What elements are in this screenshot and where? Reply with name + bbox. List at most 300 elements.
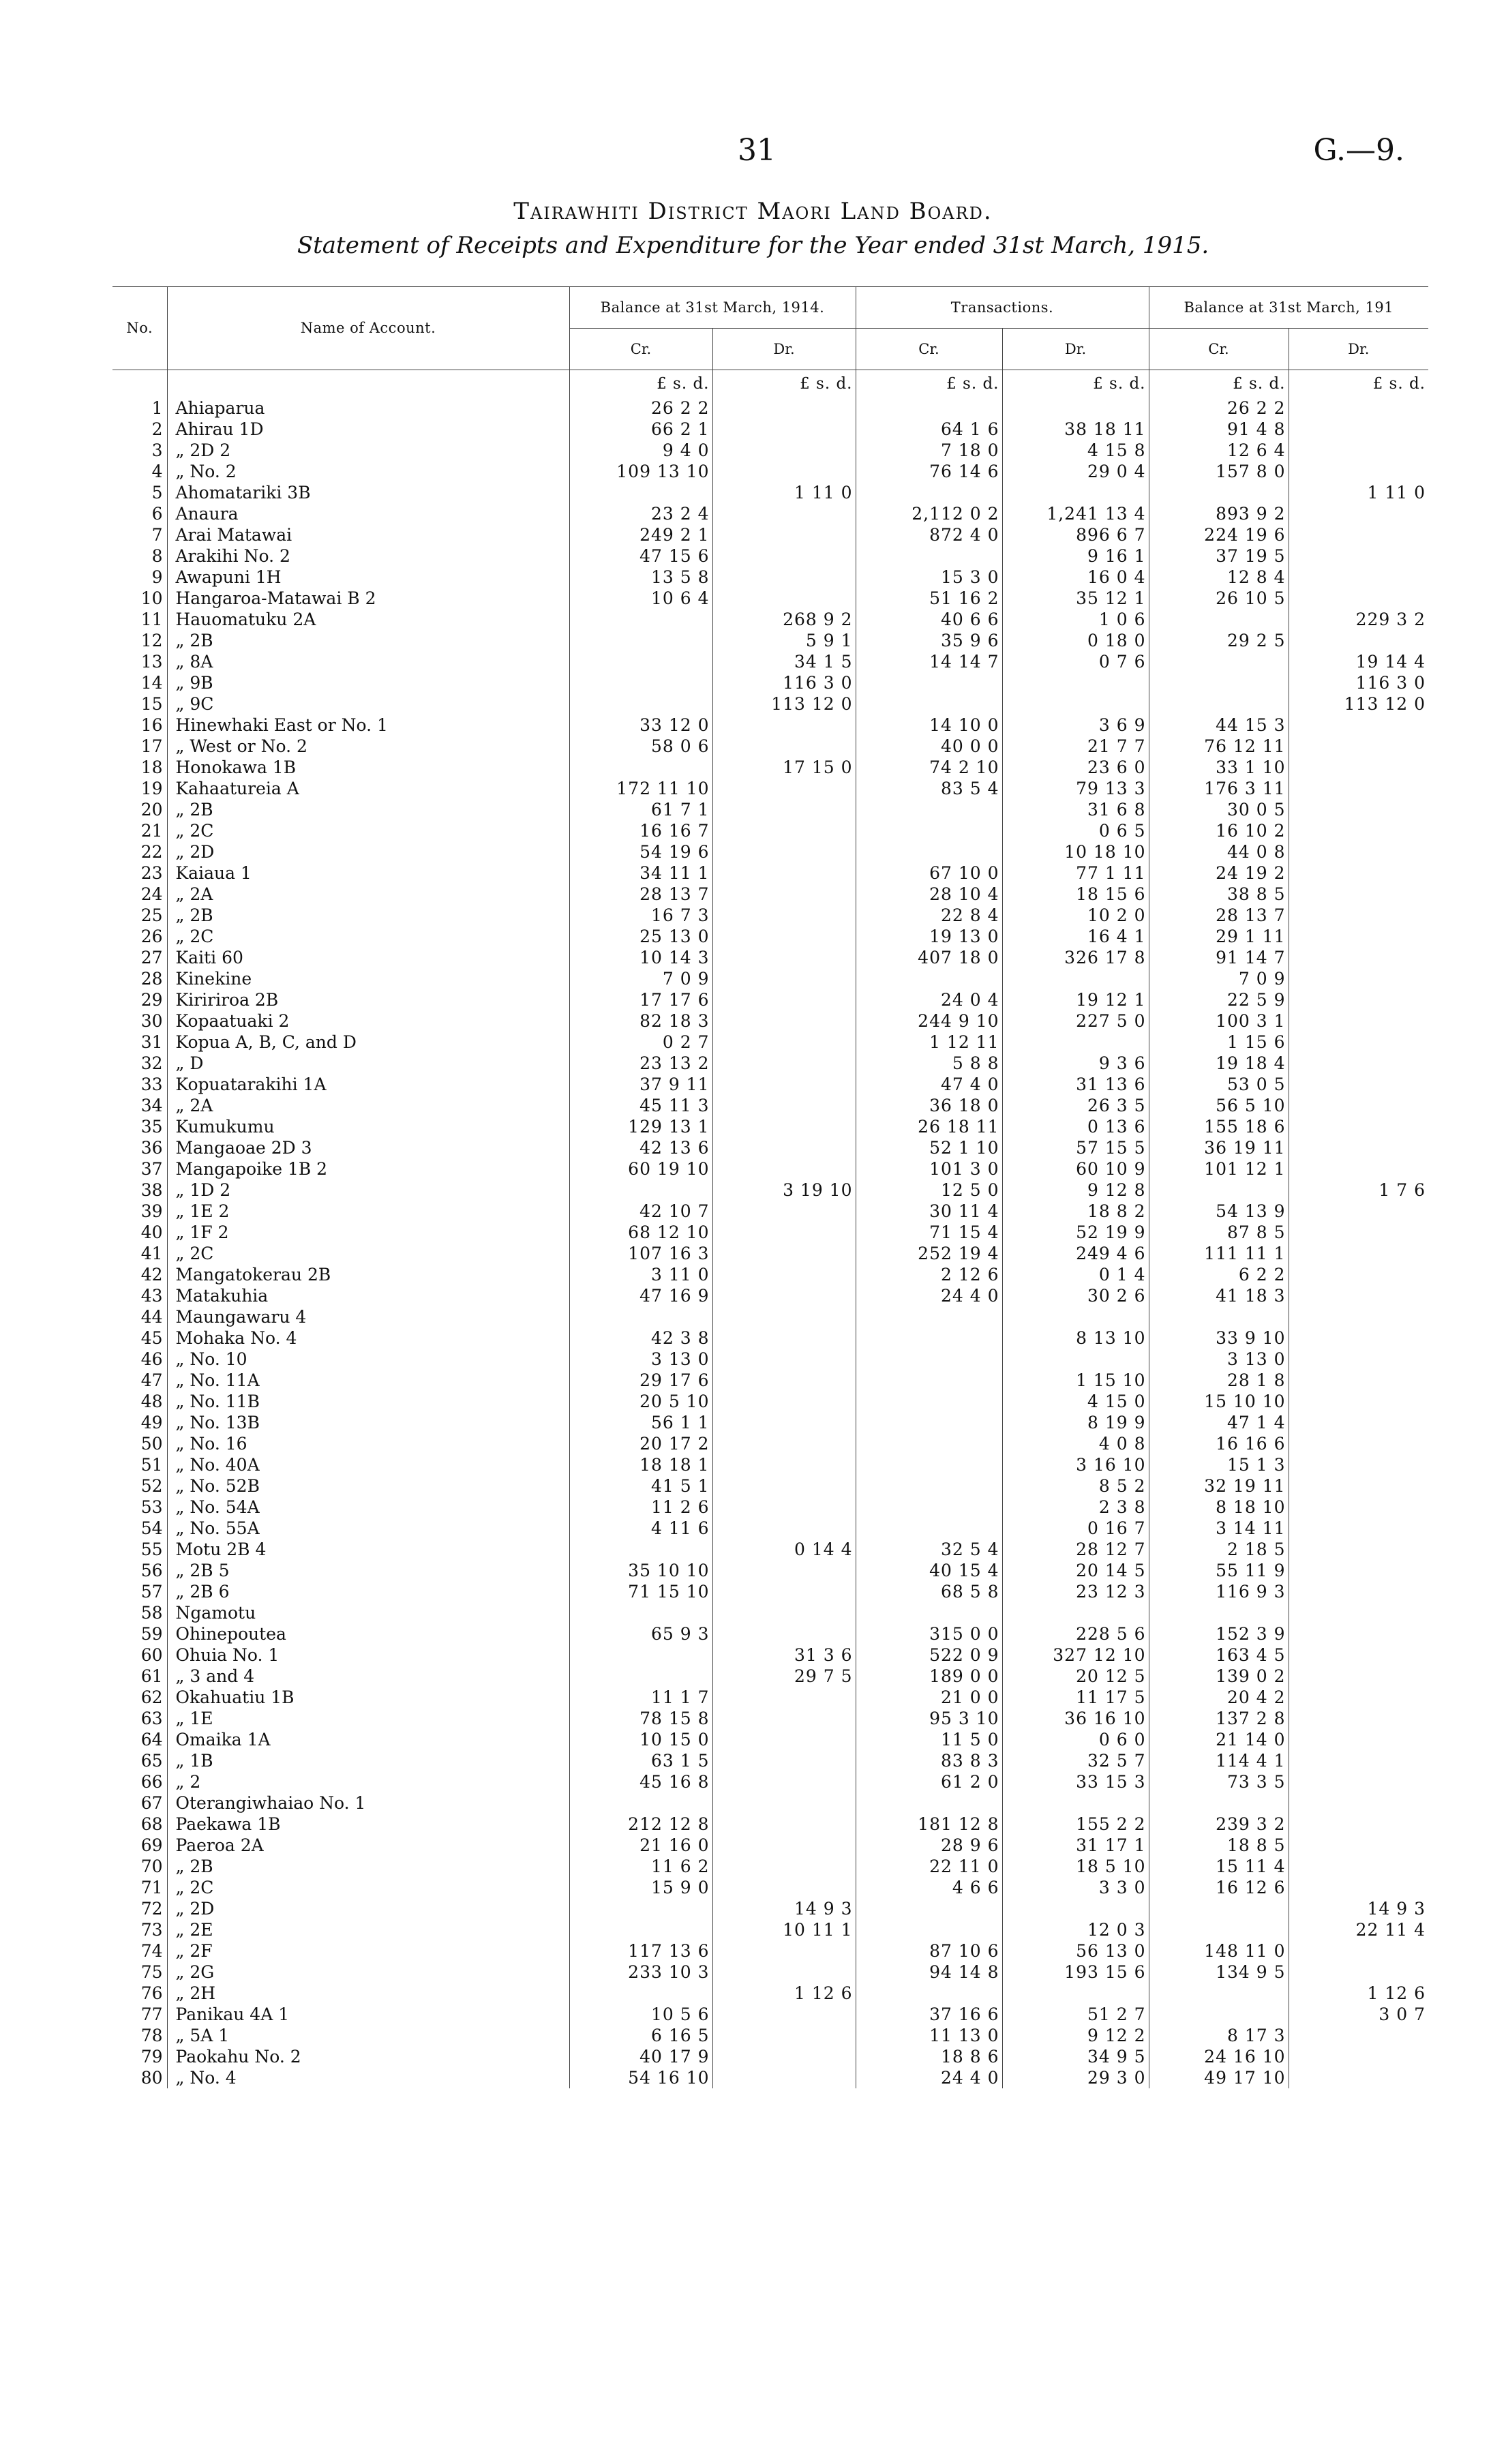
balance-1915-cr: 1 15 6	[1149, 1032, 1289, 1053]
transactions-dr: 0 1 4	[1002, 1264, 1149, 1285]
balance-1915-cr: 155 18 6	[1149, 1116, 1289, 1137]
transactions-dr: 0 6 5	[1002, 820, 1149, 841]
account-name: Kiririroa 2B	[167, 989, 569, 1010]
row-number: 61	[140, 1666, 163, 1686]
balance-1915-dr	[1289, 1940, 1428, 1962]
table-row	[112, 1137, 1428, 1158]
row-number: 68	[140, 1814, 163, 1834]
balance-1914-cr: 25 13 0	[569, 926, 712, 947]
balance-1915-cr: 44 15 3	[1149, 715, 1289, 736]
transactions-cr: 522 0 9	[856, 1644, 1002, 1666]
transactions-dr: 20 14 5	[1002, 1560, 1149, 1581]
balance-1914-cr	[569, 1602, 712, 1623]
account-name: Ahomatariki 3B	[167, 482, 569, 503]
transactions-cr	[856, 1306, 1002, 1327]
balance-1915-dr	[1289, 947, 1428, 968]
balance-1915-dr	[1289, 1264, 1428, 1285]
table-row	[112, 397, 1428, 419]
account-name: Kopuatarakihi 1A	[167, 1074, 569, 1095]
balance-1915-cr: 139 0 2	[1149, 1666, 1289, 1687]
row-number: 2	[151, 419, 163, 439]
transactions-cr: 19 13 0	[856, 926, 1002, 947]
row-number: 12	[140, 631, 163, 650]
transactions-dr: 21 7 7	[1002, 736, 1149, 757]
balance-1915-cr: 224 19 6	[1149, 524, 1289, 545]
table-row	[112, 2067, 1428, 2088]
balance-1914-cr: 47 16 9	[569, 1285, 712, 1306]
table-row	[112, 926, 1428, 947]
balance-1914-dr	[712, 1433, 856, 1454]
transactions-dr: 0 6 0	[1002, 1729, 1149, 1750]
balance-1915-cr	[1149, 1792, 1289, 1814]
transactions-cr: 28 9 6	[856, 1835, 1002, 1856]
balance-1914-cr: 37 9 11	[569, 1074, 712, 1095]
transactions-cr: 52 1 10	[856, 1137, 1002, 1158]
table-row	[112, 1750, 1428, 1771]
transactions-dr: 327 12 10	[1002, 1644, 1149, 1666]
header-cr: Cr.	[1149, 329, 1289, 370]
balance-1914-cr: 17 17 6	[569, 989, 712, 1010]
balance-1915-cr: 152 3 9	[1149, 1623, 1289, 1644]
transactions-cr: 14 14 7	[856, 651, 1002, 672]
balance-1915-cr: 3 13 0	[1149, 1349, 1289, 1370]
table-row	[112, 440, 1428, 461]
row-number: 65	[140, 1751, 163, 1771]
balance-1915-dr	[1289, 1518, 1428, 1539]
transactions-cr: 22 11 0	[856, 1856, 1002, 1877]
balance-1914-cr	[569, 672, 712, 693]
balance-1915-cr: 22 5 9	[1149, 989, 1289, 1010]
balance-1914-cr	[569, 1539, 712, 1560]
balance-1914-cr: 6 16 5	[569, 2025, 712, 2046]
transactions-dr: 34 9 5	[1002, 2046, 1149, 2067]
balance-1914-cr: 18 18 1	[569, 1454, 712, 1475]
balance-1914-cr: 212 12 8	[569, 1814, 712, 1835]
account-name: „ No. 52B	[167, 1475, 569, 1497]
balance-1914-cr: 82 18 3	[569, 1010, 712, 1032]
balance-1915-cr: 15 1 3	[1149, 1454, 1289, 1475]
transactions-dr: 3 6 9	[1002, 715, 1149, 736]
account-name: Kumukumu	[167, 1116, 569, 1137]
balance-1915-cr: 893 9 2	[1149, 503, 1289, 524]
balance-1915-cr: 116 9 3	[1149, 1581, 1289, 1602]
account-name: Kahaatureia A	[167, 778, 569, 799]
transactions-cr: 32 5 4	[856, 1539, 1002, 1560]
transactions-dr: 2 3 8	[1002, 1497, 1149, 1518]
balance-1914-dr: 3 19 10	[712, 1180, 856, 1201]
balance-1914-cr: 68 12 10	[569, 1222, 712, 1243]
balance-1915-dr	[1289, 1285, 1428, 1306]
table-row	[112, 736, 1428, 757]
account-name: „ 2B	[167, 905, 569, 926]
transactions-cr: 244 9 10	[856, 1010, 1002, 1032]
transactions-cr	[856, 968, 1002, 989]
balance-1914-cr: 16 16 7	[569, 820, 712, 841]
account-name: „ 2H	[167, 1983, 569, 2004]
transactions-dr: 33 15 3	[1002, 1771, 1149, 1792]
balance-1915-cr	[1149, 651, 1289, 672]
balance-1914-dr	[712, 1750, 856, 1771]
balance-1915-dr	[1289, 862, 1428, 884]
transactions-cr: 2,112 0 2	[856, 503, 1002, 524]
row-number: 36	[140, 1138, 163, 1158]
balance-1915-dr	[1289, 1116, 1428, 1137]
balance-1914-dr: 1 11 0	[712, 482, 856, 503]
table-row	[112, 588, 1428, 609]
balance-1914-cr: 15 9 0	[569, 1877, 712, 1898]
transactions-dr: 36 16 10	[1002, 1708, 1149, 1729]
transactions-dr: 249 4 6	[1002, 1243, 1149, 1264]
transactions-dr: 4 15 0	[1002, 1391, 1149, 1412]
balance-1914-cr: 23 13 2	[569, 1053, 712, 1074]
account-name: Hauomatuku 2A	[167, 609, 569, 630]
balance-1914-cr: 45 16 8	[569, 1771, 712, 1792]
balance-1914-dr	[712, 1349, 856, 1370]
transactions-cr: 101 3 0	[856, 1158, 1002, 1180]
row-number: 41	[140, 1244, 163, 1263]
balance-1915-dr	[1289, 1010, 1428, 1032]
row-number: 63	[140, 1709, 163, 1728]
balance-1915-dr	[1289, 1243, 1428, 1264]
balance-1914-cr: 23 2 4	[569, 503, 712, 524]
account-name: Motu 2B 4	[167, 1539, 569, 1560]
balance-1914-dr: 1 12 6	[712, 1983, 856, 2004]
row-number: 15	[140, 694, 163, 714]
account-name: Kaiaua 1	[167, 862, 569, 884]
transactions-dr: 3 16 10	[1002, 1454, 1149, 1475]
balance-1915-dr	[1289, 1327, 1428, 1349]
table-row	[112, 524, 1428, 545]
transactions-cr: 18 8 6	[856, 2046, 1002, 2067]
table-row	[112, 567, 1428, 588]
account-name: „ 9C	[167, 693, 569, 715]
account-name: „ 5A 1	[167, 2025, 569, 2046]
table-row	[112, 545, 1428, 567]
table-row	[112, 1644, 1428, 1666]
balance-1915-cr: 30 0 5	[1149, 799, 1289, 820]
transactions-dr: 38 18 11	[1002, 419, 1149, 440]
balance-1914-dr	[712, 1053, 856, 1074]
transactions-cr: 37 16 6	[856, 2004, 1002, 2025]
account-name: „ No. 11B	[167, 1391, 569, 1412]
row-number: 69	[140, 1835, 163, 1855]
account-name: „ West or No. 2	[167, 736, 569, 757]
row-number: 33	[140, 1075, 163, 1094]
balance-1915-dr	[1289, 440, 1428, 461]
account-name: Maungawaru 4	[167, 1306, 569, 1327]
transactions-dr: 35 12 1	[1002, 588, 1149, 609]
transactions-dr	[1002, 1349, 1149, 1370]
transactions-cr: 872 4 0	[856, 524, 1002, 545]
transactions-cr: 14 10 0	[856, 715, 1002, 736]
transactions-dr: 23 12 3	[1002, 1581, 1149, 1602]
transactions-dr: 31 6 8	[1002, 799, 1149, 820]
table-row	[112, 1095, 1428, 1116]
transactions-cr: 71 15 4	[856, 1222, 1002, 1243]
balance-1915-cr	[1149, 1306, 1289, 1327]
balance-1914-cr: 3 13 0	[569, 1349, 712, 1370]
table-row	[112, 482, 1428, 503]
balance-1914-dr: 34 1 5	[712, 651, 856, 672]
balance-1914-cr: 233 10 3	[569, 1962, 712, 1983]
balance-1914-dr	[712, 461, 856, 482]
balance-1914-dr	[712, 1370, 856, 1391]
report-reference: G.—9.	[1313, 133, 1404, 168]
balance-1914-dr: 116 3 0	[712, 672, 856, 693]
balance-1914-dr	[712, 1285, 856, 1306]
balance-1914-dr	[712, 862, 856, 884]
balance-1915-dr: 14 9 3	[1289, 1898, 1428, 1919]
balance-1915-cr: 38 8 5	[1149, 884, 1289, 905]
transactions-dr	[1002, 397, 1149, 419]
transactions-cr	[856, 693, 1002, 715]
balance-1914-dr	[712, 841, 856, 862]
account-name: „ 2B 5	[167, 1560, 569, 1581]
transactions-dr: 4 0 8	[1002, 1433, 1149, 1454]
table-row	[112, 1835, 1428, 1856]
balance-1914-dr: 113 12 0	[712, 693, 856, 715]
table-row	[112, 461, 1428, 482]
balance-1915-dr	[1289, 2046, 1428, 2067]
transactions-dr: 16 0 4	[1002, 567, 1149, 588]
table-row	[112, 419, 1428, 440]
account-name: „ 2C	[167, 820, 569, 841]
balance-1915-dr: 22 11 4	[1289, 1919, 1428, 1940]
balance-1915-cr: 163 4 5	[1149, 1644, 1289, 1666]
table-row	[112, 820, 1428, 841]
table-row	[112, 1792, 1428, 1814]
transactions-cr	[856, 397, 1002, 419]
row-number: 57	[140, 1582, 163, 1602]
table-row	[112, 1370, 1428, 1391]
table-row	[112, 1053, 1428, 1074]
balance-1915-dr	[1289, 1475, 1428, 1497]
table-row	[112, 1497, 1428, 1518]
account-name: „ 2F	[167, 1940, 569, 1962]
transactions-dr: 1 15 10	[1002, 1370, 1149, 1391]
balance-1915-cr: 15 10 10	[1149, 1391, 1289, 1412]
header-name: Name of Account.	[167, 287, 569, 370]
transactions-dr: 0 7 6	[1002, 651, 1149, 672]
transactions-cr	[856, 1898, 1002, 1919]
transactions-cr: 94 14 8	[856, 1962, 1002, 1983]
balance-1914-dr	[712, 2025, 856, 2046]
transactions-dr: 52 19 9	[1002, 1222, 1149, 1243]
row-number: 27	[140, 948, 163, 967]
balance-1914-cr: 0 2 7	[569, 1032, 712, 1053]
table-row	[112, 2004, 1428, 2025]
balance-1914-dr	[712, 1877, 856, 1898]
balance-1914-dr	[712, 1623, 856, 1644]
row-number: 49	[140, 1413, 163, 1432]
row-number: 11	[140, 610, 163, 629]
balance-1915-cr: 44 0 8	[1149, 841, 1289, 862]
transactions-dr: 896 6 7	[1002, 524, 1149, 545]
balance-1915-cr	[1149, 482, 1289, 503]
row-number: 58	[140, 1603, 163, 1623]
account-name: Paokahu No. 2	[167, 2046, 569, 2067]
account-name: „ 2C	[167, 1243, 569, 1264]
transactions-cr: 68 5 8	[856, 1581, 1002, 1602]
account-name: Omaika 1A	[167, 1729, 569, 1750]
balance-1914-cr: 42 3 8	[569, 1327, 712, 1349]
balance-1915-cr: 37 19 5	[1149, 545, 1289, 567]
balance-1915-cr: 20 4 2	[1149, 1687, 1289, 1708]
transactions-cr: 26 18 11	[856, 1116, 1002, 1137]
account-name: Paeroa 2A	[167, 1835, 569, 1856]
row-number: 9	[151, 567, 163, 587]
balance-1915-dr	[1289, 841, 1428, 862]
balance-1915-cr: 91 4 8	[1149, 419, 1289, 440]
transactions-dr: 10 18 10	[1002, 841, 1149, 862]
balance-1915-cr: 29 1 11	[1149, 926, 1289, 947]
row-number: 70	[140, 1857, 163, 1876]
balance-1915-cr	[1149, 693, 1289, 715]
balance-1915-dr	[1289, 1962, 1428, 1983]
transactions-cr: 5 8 8	[856, 1053, 1002, 1074]
balance-1915-cr: 54 13 9	[1149, 1201, 1289, 1222]
balance-1915-dr	[1289, 820, 1428, 841]
account-name: Ngamotu	[167, 1602, 569, 1623]
table-row	[112, 715, 1428, 736]
row-number: 50	[140, 1434, 163, 1454]
account-name: Kinekine	[167, 968, 569, 989]
transactions-cr	[856, 1792, 1002, 1814]
row-number: 13	[140, 652, 163, 672]
row-number: 59	[140, 1624, 163, 1644]
balance-1914-cr: 65 9 3	[569, 1623, 712, 1644]
balance-1915-dr	[1289, 1623, 1428, 1644]
balance-1914-dr	[712, 1095, 856, 1116]
balance-1915-dr	[1289, 461, 1428, 482]
transactions-dr	[1002, 1898, 1149, 1919]
balance-1915-cr: 53 0 5	[1149, 1074, 1289, 1095]
balance-1915-cr	[1149, 1898, 1289, 1919]
row-number: 56	[140, 1561, 163, 1580]
balance-1915-dr	[1289, 1750, 1428, 1771]
balance-1915-cr: 28 13 7	[1149, 905, 1289, 926]
balance-1914-cr: 35 10 10	[569, 1560, 712, 1581]
balance-1915-cr	[1149, 1180, 1289, 1201]
balance-1914-dr	[712, 989, 856, 1010]
account-name: „ 2C	[167, 926, 569, 947]
table-row	[112, 1539, 1428, 1560]
balance-1914-cr: 11 2 6	[569, 1497, 712, 1518]
balance-1915-dr: 19 14 4	[1289, 651, 1428, 672]
balance-1915-cr: 55 11 9	[1149, 1560, 1289, 1581]
transactions-cr	[856, 1412, 1002, 1433]
transactions-dr: 326 17 8	[1002, 947, 1149, 968]
row-number: 31	[140, 1032, 163, 1052]
transactions-dr	[1002, 482, 1149, 503]
transactions-cr	[856, 1518, 1002, 1539]
transactions-dr	[1002, 968, 1149, 989]
row-number: 7	[151, 525, 163, 545]
balance-1915-cr: 41 18 3	[1149, 1285, 1289, 1306]
table-row	[112, 757, 1428, 778]
table-row	[112, 862, 1428, 884]
balance-1914-cr: 40 17 9	[569, 2046, 712, 2067]
table-row	[112, 1475, 1428, 1497]
row-number: 77	[140, 2004, 163, 2024]
table-body	[112, 397, 1428, 2088]
balance-1915-cr: 3 14 11	[1149, 1518, 1289, 1539]
header-balance-1914: Balance at 31st March, 1914.	[569, 287, 856, 329]
balance-1914-dr	[712, 1222, 856, 1243]
balance-1915-dr	[1289, 757, 1428, 778]
row-number: 19	[140, 779, 163, 798]
table-row	[112, 1158, 1428, 1180]
balance-1915-cr: 239 3 2	[1149, 1814, 1289, 1835]
balance-1915-dr	[1289, 419, 1428, 440]
balance-1915-dr	[1289, 1581, 1428, 1602]
account-name: Kopaatuaki 2	[167, 1010, 569, 1032]
balance-1914-cr: 10 14 3	[569, 947, 712, 968]
balance-1915-dr	[1289, 1497, 1428, 1518]
balance-1915-cr	[1149, 672, 1289, 693]
table-row	[112, 1919, 1428, 1940]
row-number: 72	[140, 1899, 163, 1919]
row-number: 62	[140, 1687, 163, 1707]
table-row	[112, 693, 1428, 715]
balance-1914-dr	[712, 1687, 856, 1708]
account-name: „ No. 4	[167, 2067, 569, 2088]
transactions-cr: 1 12 11	[856, 1032, 1002, 1053]
transactions-cr: 2 12 6	[856, 1264, 1002, 1285]
balance-1914-dr	[712, 1814, 856, 1835]
table-row	[112, 651, 1428, 672]
account-name: „ No. 54A	[167, 1497, 569, 1518]
balance-1914-cr	[569, 1306, 712, 1327]
balance-1914-cr: 45 11 3	[569, 1095, 712, 1116]
transactions-cr: 15 3 0	[856, 567, 1002, 588]
balance-1914-cr	[569, 1180, 712, 1201]
account-name: „ 2	[167, 1771, 569, 1792]
balance-1914-dr	[712, 503, 856, 524]
table-row	[112, 1454, 1428, 1475]
balance-1915-dr	[1289, 1814, 1428, 1835]
transactions-cr	[856, 1327, 1002, 1349]
balance-1915-dr	[1289, 905, 1428, 926]
row-number: 71	[140, 1878, 163, 1897]
transactions-cr	[856, 841, 1002, 862]
header-balance-1915: Balance at 31st March, 191	[1149, 287, 1428, 329]
balance-1914-dr	[712, 588, 856, 609]
transactions-dr: 16 4 1	[1002, 926, 1149, 947]
balance-1915-cr: 19 18 4	[1149, 1053, 1289, 1074]
account-name: „ 2G	[167, 1962, 569, 1983]
header-no: No.	[112, 287, 167, 370]
balance-1915-dr	[1289, 1433, 1428, 1454]
transactions-cr: 24 4 0	[856, 1285, 1002, 1306]
table-row	[112, 778, 1428, 799]
table-row	[112, 1623, 1428, 1644]
table-row	[112, 1243, 1428, 1264]
transactions-dr	[1002, 1032, 1149, 1053]
balance-1914-dr	[712, 820, 856, 841]
row-number: 3	[151, 440, 163, 460]
balance-1915-cr: 29 2 5	[1149, 630, 1289, 651]
balance-1915-cr: 114 4 1	[1149, 1750, 1289, 1771]
transactions-cr: 36 18 0	[856, 1095, 1002, 1116]
row-number: 21	[140, 821, 163, 841]
transactions-cr	[856, 1433, 1002, 1454]
table-row	[112, 1180, 1428, 1201]
balance-1914-cr: 42 13 6	[569, 1137, 712, 1158]
row-number: 25	[140, 905, 163, 925]
account-name: „ 1F 2	[167, 1222, 569, 1243]
transactions-dr: 9 12 2	[1002, 2025, 1149, 2046]
